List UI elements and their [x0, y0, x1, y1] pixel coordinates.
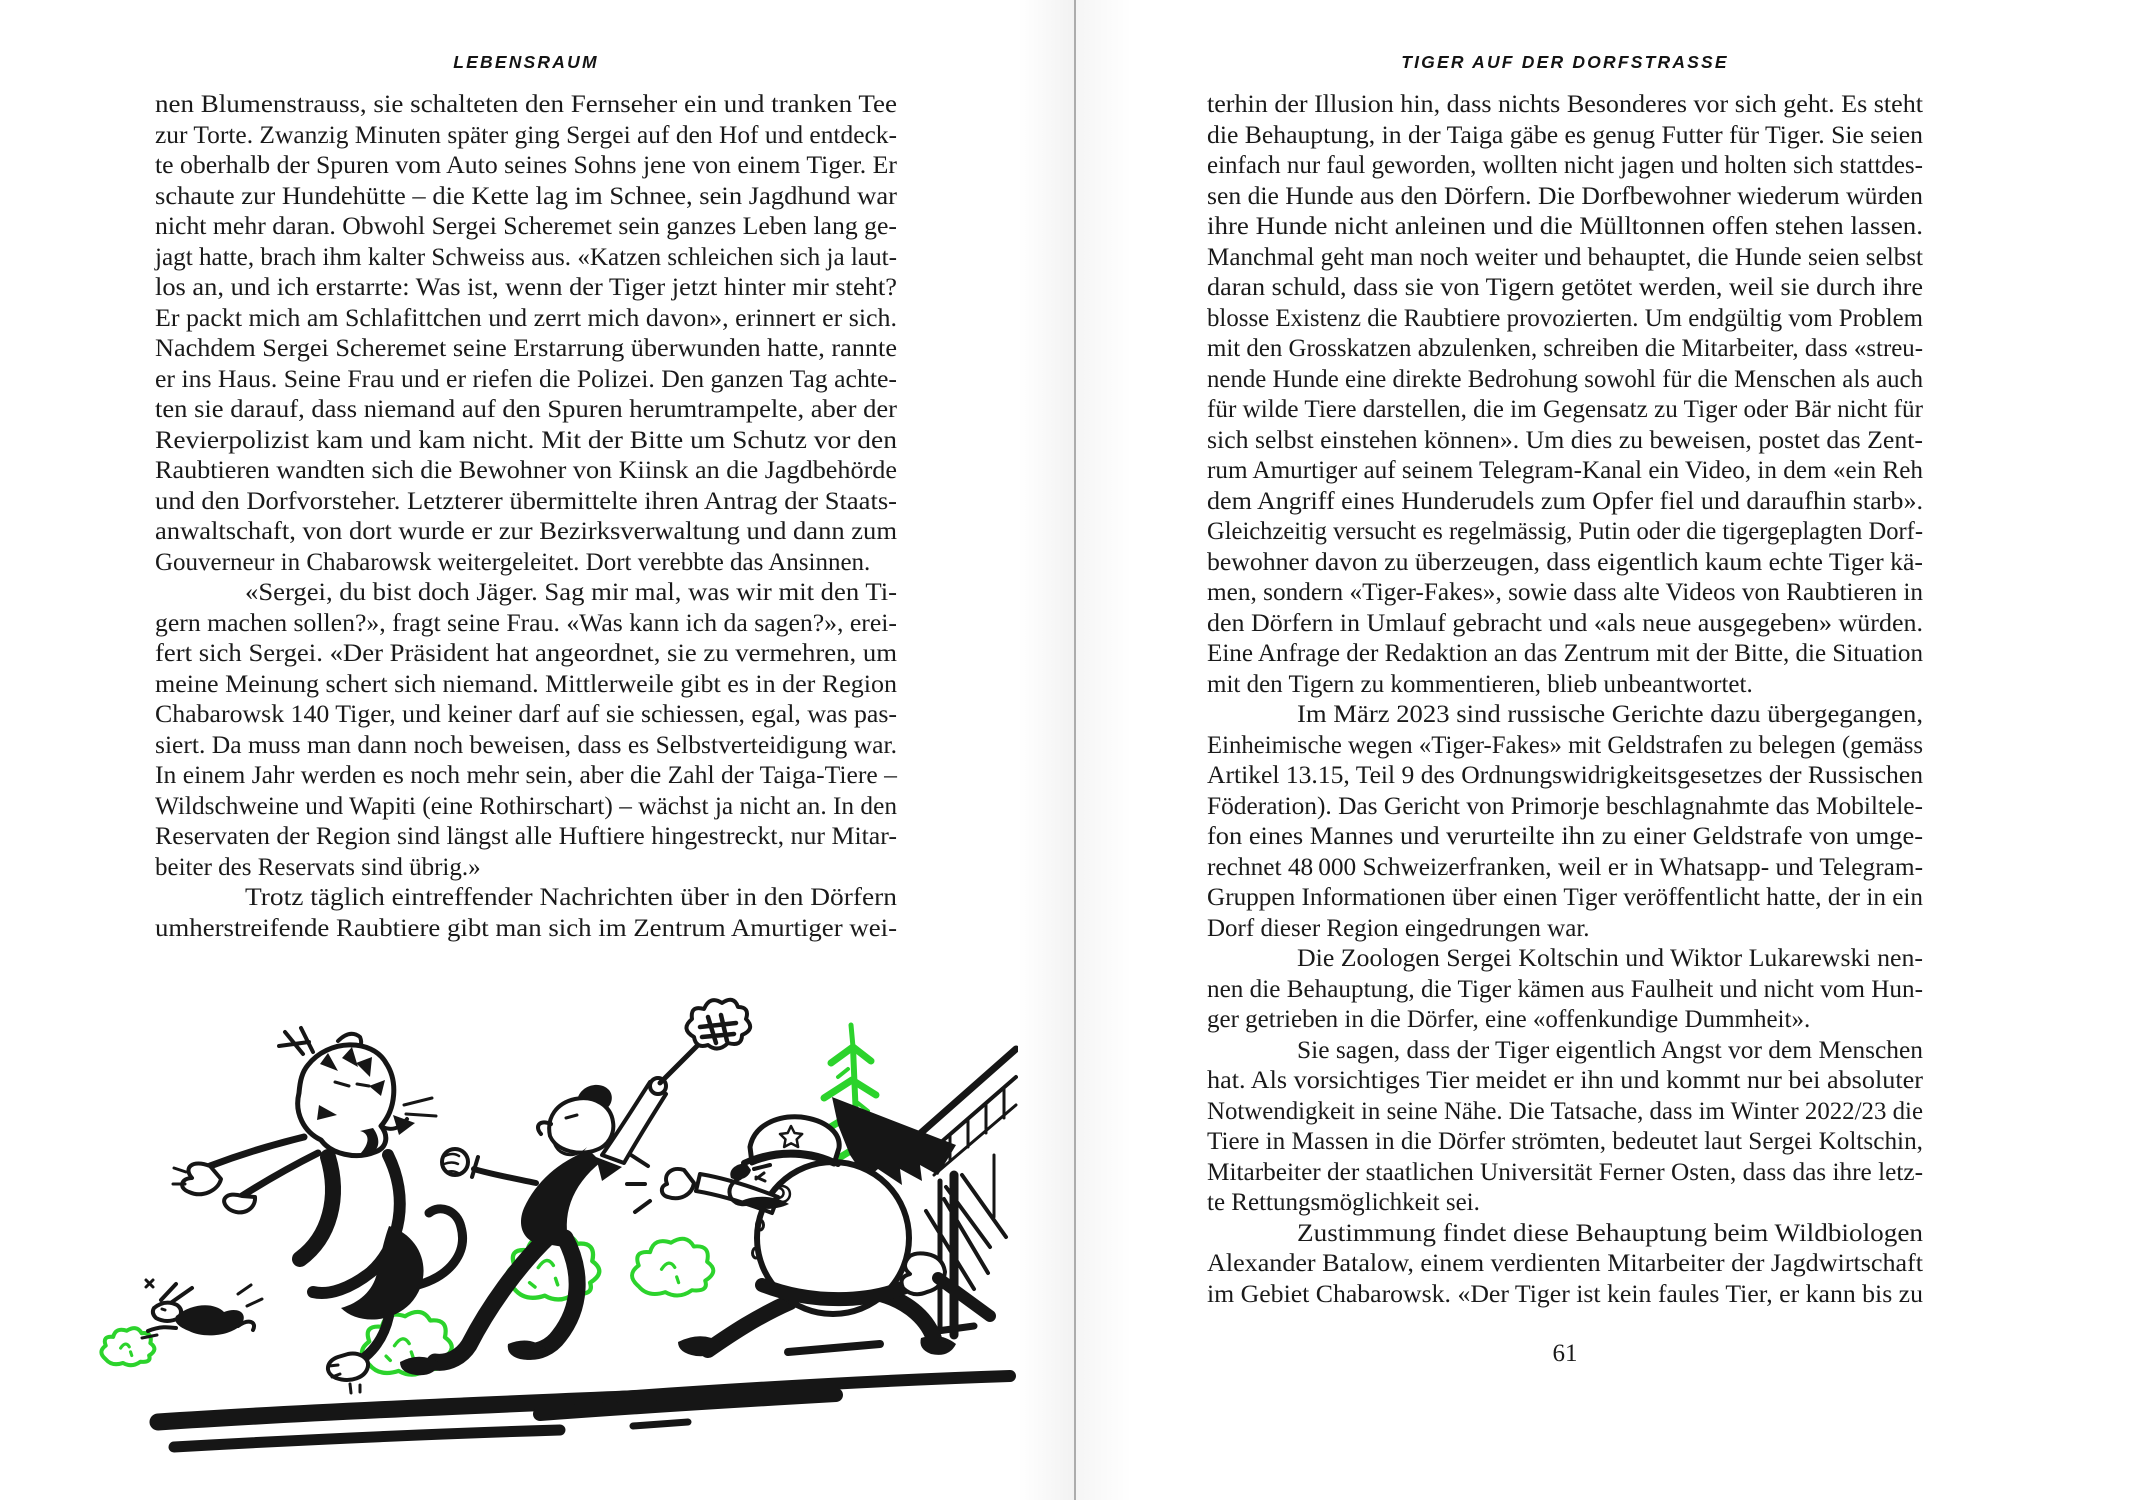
text-line: te oberhalb der Spuren vom Auto seines Sohns jene von einem Tiger. Er	[155, 152, 897, 179]
text-line: gern machen sollen?», fragt seine Frau. «Was kann ich da sagen?», erei-	[155, 609, 897, 637]
tiger-drawing	[173, 1028, 463, 1393]
gutter-shadow-right	[1076, 0, 1132, 1500]
text-line: siert. Da muss man dann noch beweisen, dass es Selbstverteidigung war.	[155, 731, 898, 759]
text-line: sen die Hunde aus den Dörfern. Die Dorfbewohner wiederum würden	[1207, 182, 1923, 210]
text-line: bewohner davon zu überzeugen, dass eigentlich kaum echte Tiger kä-	[1207, 548, 1923, 576]
text-line: Gruppen Informationen über einen Tiger veröffentlicht hatte, der in ein	[1207, 884, 1923, 911]
text-line: im Gebiet Chabarowsk. «Der Tiger ist kein faules Tier, er kann bis zu	[1207, 1280, 1923, 1308]
rabbit-drawing	[142, 1280, 262, 1338]
text-line: ihre Hunde nicht anleinen und die Mülltonnen offen stehen lassen.	[1207, 213, 1923, 240]
text-line: jagt hatte, brach ihm kalter Schweiss aus. «Katzen schleichen sich ja laut-	[155, 243, 897, 271]
text-line: rechnet 48 000 Schweizerfranken, weil er in Whatsapp- und Telegram-	[1207, 853, 1923, 881]
text-line: anwaltschaft, von dort wurde er zur Bezirksverwaltung und dann zum	[155, 518, 897, 545]
text-line: für wilde Tiere darstellen, die im Gegensatz zu Tiger oder Bär nicht für	[1207, 396, 1923, 423]
text-line: hat. Als vorsichtiges Tier meidet er ihn und kommt nur bei absoluter	[1207, 1067, 1923, 1094]
text-line: den Dörfern in Umlauf gebracht und «als neue ausgegeben» würden.	[1207, 609, 1923, 637]
text-line: terhin der Illusion hin, dass nichts Besonderes vor sich geht. Es steht	[1207, 91, 1923, 118]
page-number: 61	[1552, 1340, 1578, 1367]
text-line: Föderation). Das Gericht von Primorje beschlagnahmte das Mobiltele-	[1207, 792, 1923, 820]
text-line: daran schuld, dass sie von Tigern getötet werden, weil sie durch ihre	[1207, 274, 1923, 301]
text-line: nicht mehr daran. Obwohl Sergei Scheremet sein ganzes Leben lang ge-	[155, 213, 897, 240]
text-line: schaute zur Hundehütte – die Kette lag im Schnee, sein Jagdhund war	[155, 182, 897, 210]
text-line: Gouverneur in Chabarowsk weitergeleitet. Dort verebbte das Ansinnen.	[155, 548, 871, 576]
text-line: beiter des Reservats sind übrig.»	[155, 853, 481, 881]
left-text-column	[155, 90, 897, 944]
text-line: Zustimmung findet diese Behauptung beim Wildbiologen	[1297, 1219, 1923, 1247]
text-line: In einem Jahr werden es noch mehr sein, aber die Zahl der Taiga-Tiere –	[155, 762, 898, 789]
text-line: fon eines Mannes und verurteilte ihn zu einer Geldstrafe von umge-	[1207, 823, 1923, 850]
text-line: Alexander Batalow, einem verdienten Mitarbeiter der Jagdwirtschaft	[1207, 1250, 1923, 1277]
text-line: fert sich Sergei. «Der Präsident hat angeordnet, sie zu vermehren, um	[155, 640, 897, 667]
gutter-shadow-left	[1018, 0, 1074, 1500]
text-line: Einheimische wegen «Tiger-Fakes» mit Geldstrafen zu belegen (gemäss	[1207, 731, 1923, 759]
text-line: dem Angriff eines Hunderudels zum Opfer fiel und daraufhin starb».	[1207, 487, 1923, 515]
text-line: Nachdem Sergei Scheremet seine Erstarrung überwunden hatte, rannte	[155, 335, 897, 362]
text-line: die Behauptung, in der Taiga gäbe es genug Futter für Tiger. Sie seien	[1207, 121, 1923, 149]
text-line: Eine Anfrage der Redaktion an das Zentrum mit der Bitte, die Situation	[1207, 640, 1923, 667]
text-line: Er packt mich am Schlafittchen und zerrt mich davon», erinnert er sich.	[155, 304, 897, 332]
text-line: Tiere in Massen in die Dörfer strömten, bedeutet laut Sergei Koltschin,	[1207, 1128, 1923, 1155]
text-line: Wildschweine und Wapiti (eine Rothirschart) – wächst ja nicht an. In den	[155, 792, 898, 820]
text-line: umherstreifende Raubtiere gibt man sich im Zentrum Amurtiger wei-	[155, 914, 897, 942]
text-line: Die Zoologen Sergei Koltschin und Wiktor Lukarewski nen-	[1297, 945, 1923, 972]
text-line: «Sergei, du bist doch Jäger. Sag mir mal, was wir mit den Ti-	[245, 579, 897, 606]
tiger-chase-illustration	[88, 985, 1018, 1485]
text-line: meine Meinung schert sich niemand. Mittlerweile gibt es in der Region	[155, 670, 897, 698]
text-line: nen die Behauptung, die Tiger kämen aus Faulheit und nicht vom Hun-	[1207, 975, 1923, 1003]
text-line: Mitarbeiter der staatlichen Universität Ferner Osten, dass das ihre letz-	[1207, 1158, 1923, 1186]
text-line: te Rettungsmöglichkeit sei.	[1207, 1189, 1480, 1216]
text-line: los an, und ich erstarrte: Was ist, wenn der Tiger jetzt hinter mir steht?	[155, 274, 897, 301]
text-line: sich selbst einstehen können». Um dies zu beweisen, postet das Zent-	[1207, 426, 1923, 454]
text-line: Gleichzeitig versucht es regelmässig, Putin oder die tigergeplagten Dorf-	[1207, 518, 1923, 545]
left-running-head: LEBENSRAUM	[453, 52, 599, 72]
text-line: Trotz täglich eintreffender Nachrichten über in den Dörfern	[245, 884, 897, 911]
text-line: Raubtieren wandten sich die Bewohner von Kiinsk an die Jagdbehörde	[155, 457, 897, 484]
text-line: und den Dorfvorsteher. Letzterer übermittelte ihren Antrag der Staats-	[155, 487, 897, 515]
text-line: ger getrieben in die Dörfer, eine «offenkundige Dummheit».	[1207, 1006, 1811, 1033]
text-line: Artikel 13.15, Teil 9 des Ordnungswidrigkeitsgesetzes der Russischen	[1207, 762, 1923, 789]
text-line: er ins Haus. Seine Frau und er riefen die Polizei. Den ganzen Tag achte-	[155, 365, 897, 393]
text-line: Notwendigkeit in seine Nähe. Die Tatsache, dass im Winter 2022/23 die	[1207, 1097, 1923, 1125]
ground-strokes	[158, 1344, 1010, 1447]
text-line: nen Blumenstrauss, sie schalteten den Fernseher ein und tranken Tee	[155, 91, 897, 118]
text-line: Dorf dieser Region eingedrungen war.	[1207, 914, 1590, 942]
text-line: Chabarowsk 140 Tiger, und keiner darf auf sie schiessen, egal, was pas-	[155, 701, 897, 728]
text-line: Manchmal geht man noch weiter und behauptet, die Hunde seien selbst	[1207, 243, 1923, 271]
text-line: einfach nur faul geworden, wollten nicht jagen und holten sich stattdes-	[1207, 152, 1923, 179]
right-text-column	[1207, 90, 1923, 1310]
right-running-head: TIGER AUF DER DORFSTRASSE	[1401, 52, 1729, 72]
text-line: mit den Grosskatzen abzulenken, schreiben die Mitarbeiter, dass «streu-	[1207, 335, 1923, 362]
text-line: rum Amurtiger auf seinem Telegram-Kanal ein Video, in dem «ein Reh	[1207, 457, 1923, 484]
text-line: Im März 2023 sind russische Gerichte dazu übergegangen,	[1297, 701, 1923, 728]
text-line: men, sondern «Tiger-Fakes», sowie dass alte Videos von Raubtieren in	[1207, 579, 1923, 606]
text-line: mit den Tigern zu kommentieren, blieb unbeantwortet.	[1207, 670, 1753, 698]
text-line: Revierpolizist kam und kam nicht. Mit der Bitte um Schutz vor den	[155, 426, 897, 454]
text-line: Reservaten der Region sind längst alle Huftiere hingestreckt, nur Mitar-	[155, 823, 897, 850]
text-line: ten sie darauf, dass niemand auf den Spuren herumtrampelte, aber der	[155, 396, 897, 423]
text-line: zur Torte. Zwanzig Minuten später ging Sergei auf den Hof und entdeck-	[155, 121, 897, 149]
text-line: nende Hunde eine direkte Bedrohung sowohl für die Menschen als auch	[1207, 365, 1923, 393]
text-line: Sie sagen, dass der Tiger eigentlich Angst vor dem Menschen	[1297, 1036, 1923, 1064]
text-line: blosse Existenz die Raubtiere provozierten. Um endgültig vom Problem	[1207, 304, 1923, 332]
